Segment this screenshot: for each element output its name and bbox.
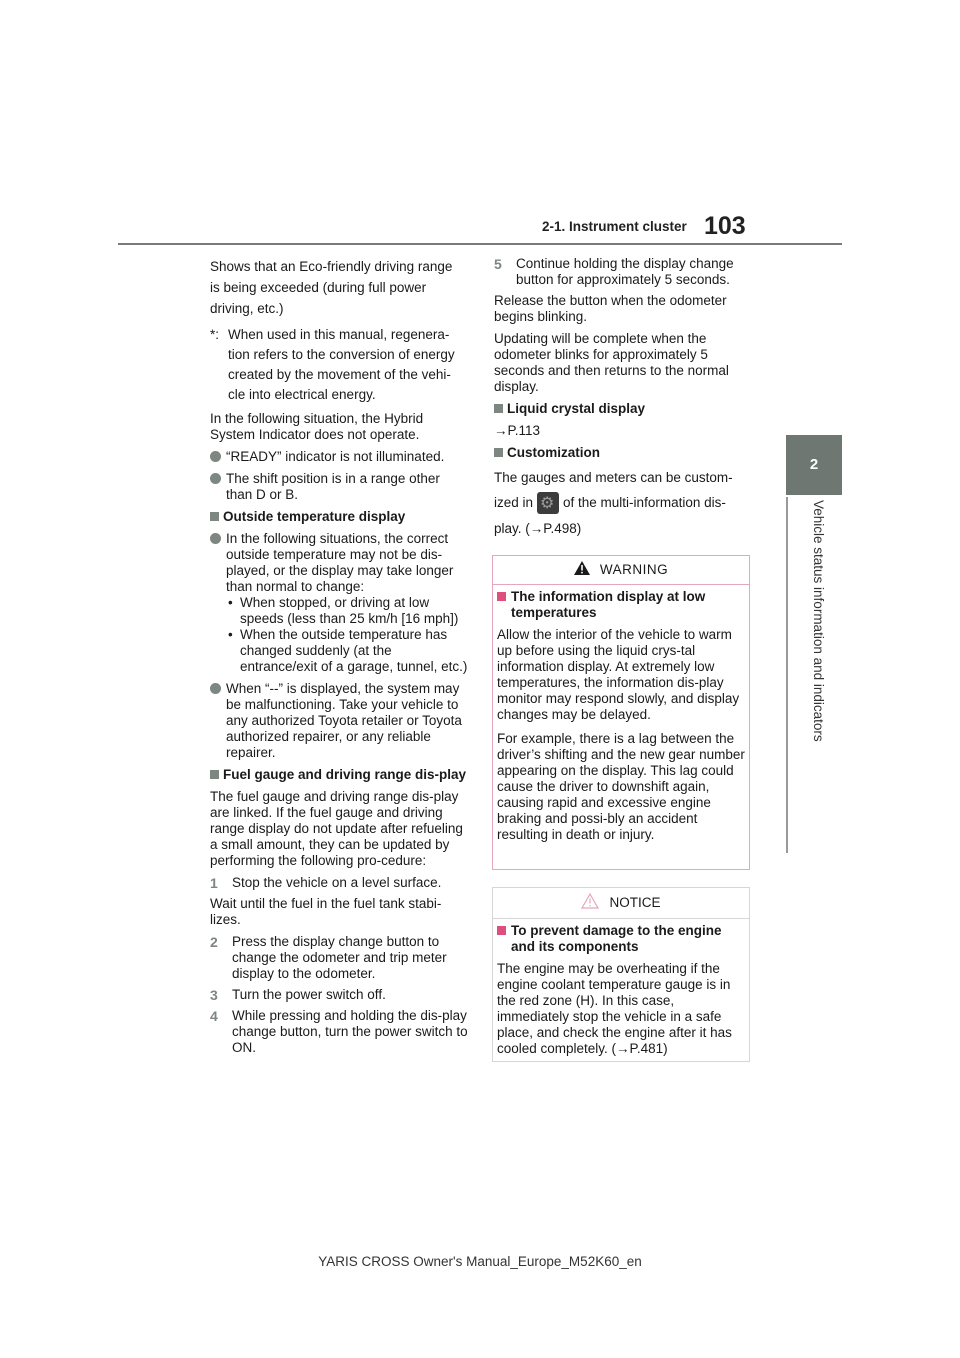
step-number: 5 [494, 256, 502, 272]
step-number: 1 [210, 875, 218, 891]
hybrid-indicator-paragraph: In the following situation, the Hybrid System Indicator does not operate. [210, 411, 424, 442]
side-divider [786, 497, 788, 853]
step-number: 3 [210, 987, 218, 1003]
customization-heading: Customization [494, 445, 750, 461]
step-item: 1 Stop the vehicle on a level surface. [210, 875, 442, 891]
release-paragraph: Release the button when the odometer begins blinking. [494, 293, 727, 324]
bullet-icon [210, 533, 221, 544]
list-item: The shift position is in a range other than D or B. [210, 471, 468, 503]
warning-heading: The information display at low temperatures [497, 589, 745, 621]
footnote-mark: *: [210, 327, 220, 342]
warning-triangle-icon [574, 561, 590, 575]
fuel-gauge-heading: Fuel gauge and driving range dis-play [210, 767, 468, 783]
notice-box [492, 887, 750, 1062]
warning-paragraph: For example, there is a lag between the driver’s shifting and the new gear number appearing on the display. This lag could cause the driver to downshift again, causing rapid and excessive engine braking and possi-bly an accident resulting in death or injury. [497, 731, 745, 842]
page-number: 103 [704, 212, 746, 240]
chapter-number: 2 [809, 456, 819, 473]
square-bullet-icon [494, 404, 503, 413]
sub-list-item: • When stopped, or driving at low speeds (less than 25 km/h [16 mph]) [228, 595, 459, 626]
lcd-page-reference[interactable]: →P.113 [494, 423, 541, 438]
square-bullet-icon [210, 770, 219, 779]
footnote: *: When used in this manual, regenera- tion refers to the conversion of energy created by the movement of the vehi- cle into electrical energy. [210, 327, 455, 402]
step-item: 4 While pressing and holding the dis-play change button, turn the power switch to ON. [210, 1008, 468, 1055]
settings-gear-icon [537, 492, 559, 514]
fuel-paragraph: The fuel gauge and driving range dis-play are linked. If the fuel gauge and driving range display do not update after refueling a small amount, they can be updated by performing the following pro-cedure: [210, 789, 463, 868]
step-item: 2 Press the display change button to change the odometer and trip meter display to the odometer. [210, 934, 447, 981]
chapter-title: Vehicle status information and indicators [811, 500, 826, 742]
square-bullet-icon [494, 448, 503, 457]
wait-paragraph: Wait until the fuel in the fuel tank stabi-lizes. [210, 896, 442, 927]
left-column [210, 256, 468, 1061]
chapter-tab [786, 435, 842, 495]
step-number: 2 [210, 934, 218, 950]
lcd-heading: Liquid crystal display [494, 401, 750, 417]
sub-list-item: • When the outside temperature has changed suddenly (at the entrance/exit of a garage, tunnel, etc.) [228, 627, 468, 674]
bullet-icon [210, 683, 221, 694]
header-divider [118, 243, 842, 245]
square-bullet-icon [497, 592, 506, 601]
bullet-icon [210, 451, 221, 462]
caution-triangle-icon [581, 893, 599, 909]
customization-paragraph: The gauges and meters can be custom- ized in⚙ of the multi-information dis- play. (→P.498) [494, 467, 750, 539]
warning-paragraph: Allow the interior of the vehicle to warm up before using the liquid crys-tal information display. At extremely low temperatures, the information dis-play monitor may respond slowly, and display changes may be delayed. [497, 627, 740, 722]
bullet-icon [210, 473, 221, 484]
square-bullet-icon [210, 512, 219, 521]
page-footer: YARIS CROSS Owner's Manual_Europe_M52K60_en [318, 1254, 642, 1269]
list-item: “READY” indicator is not illuminated. [210, 449, 468, 465]
outside-temp-heading: Outside temperature display [210, 509, 468, 525]
list-item: In the following situations, the correct outside temperature may not be dis-played, or the display may take longer than normal to change: • When stopped, or driving at low speeds (less than 25 km/h [16 mph]) • When the outside temperature has changed suddenly (at the entrance/exit of a garage, tunnel, etc.) [210, 531, 468, 675]
step-item: 3 Turn the power switch off. [210, 987, 386, 1003]
notice-header [493, 888, 749, 919]
step-item: 5 Continue holding the display change button for approximately 5 seconds. [494, 256, 734, 287]
notice-paragraph: The engine may be overheating if the engine coolant temperature gauge is in the red zone (H). In this case, immediately stop the vehicle in a safe place, and check the engine after it has cooled completely. (→P.481) [497, 961, 732, 1056]
warning-title: WARNING [599, 562, 669, 577]
update-paragraph: Updating will be complete when the odometer blinks for approximately 5 seconds and then returns to the normal display. [494, 331, 729, 394]
step-number: 4 [210, 1008, 218, 1024]
section-title: 2-1. Instrument cluster [542, 219, 687, 234]
list-item: When “--” is displayed, the system may be malfunctioning. Take your vehicle to any authorized Toyota retailer or Toyota authorized repairer, or any reliable repairer. [210, 681, 468, 761]
intro-paragraph: Shows that an Eco-friendly driving range is being exceeded (during full power driving, etc.) [210, 259, 453, 316]
right-column [494, 256, 750, 545]
notice-title: NOTICE [609, 895, 661, 910]
warning-box [492, 555, 750, 870]
warning-header [493, 556, 749, 585]
notice-heading: To prevent damage to the engine and its components [497, 923, 745, 955]
square-bullet-icon [497, 926, 506, 935]
